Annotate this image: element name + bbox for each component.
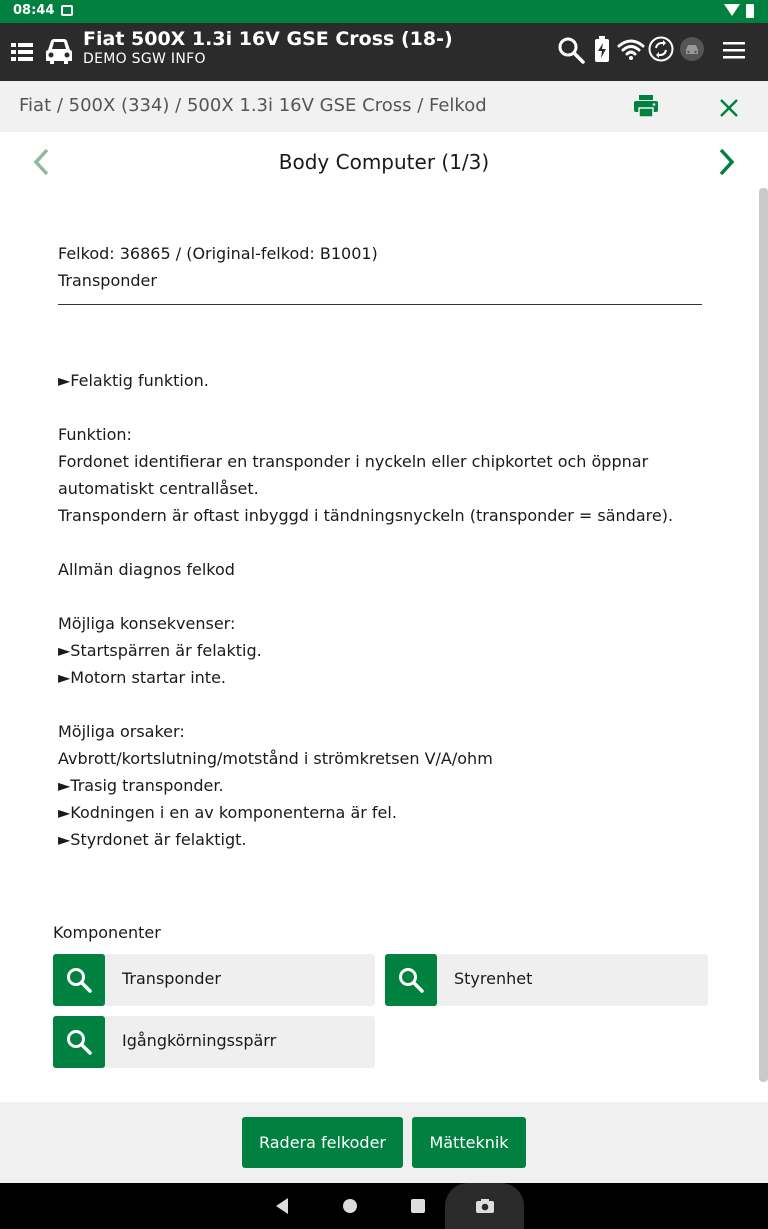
component-styrenhet[interactable] (385, 954, 708, 1006)
sync-icon[interactable] (648, 36, 674, 62)
fault-status: ►Felaktig funktion. (58, 371, 209, 390)
component-label: Transponder (122, 969, 221, 988)
component-label: Igångkörningsspärr (122, 1031, 277, 1050)
status-bar (0, 0, 768, 23)
close-icon[interactable] (718, 97, 740, 119)
components-label: Komponenter (53, 923, 161, 942)
page-title: Body Computer (1/3) (278, 150, 490, 174)
component-transponder[interactable] (53, 954, 375, 1006)
fault-description (58, 367, 708, 853)
cause-item: Avbrott/kortslutning/motstånd i strömkretsen V/A/ohm (58, 749, 493, 768)
component-search-button[interactable] (53, 1016, 105, 1068)
cause-item: ►Kodningen i en av komponenterna är fel. (58, 803, 397, 822)
vehicle-title: Fiat 500X 1.3i 16V GSE Cross (18-) (83, 28, 453, 50)
system-nav-bar (0, 1183, 768, 1229)
component-search-button[interactable] (385, 954, 437, 1006)
menu-icon[interactable] (722, 40, 746, 60)
app-bar (0, 23, 768, 81)
home-icon[interactable] (343, 1199, 357, 1213)
chevron-right-icon[interactable] (714, 147, 738, 177)
vehicle-subtitle: DEMO SGW INFO (83, 51, 206, 67)
battery-icon (746, 4, 754, 18)
divider (58, 304, 702, 305)
consequence-item: ►Startspärren är felaktig. (58, 641, 262, 660)
camera-icon (476, 1199, 494, 1213)
search-icon (398, 967, 424, 993)
search-icon[interactable] (557, 36, 585, 64)
list-icon[interactable] (11, 42, 33, 62)
search-icon (66, 967, 92, 993)
recents-icon[interactable] (411, 1199, 425, 1213)
scrollbar[interactable] (759, 188, 768, 1082)
cause-item: ►Trasig transponder. (58, 776, 224, 795)
status-time: 08:44 (13, 3, 55, 18)
consequences-heading: Möjliga konsekvenser: (58, 614, 236, 633)
measurement-button[interactable]: Mätteknik (412, 1117, 526, 1168)
fault-content (58, 240, 708, 853)
breadcrumb[interactable]: Fiat / 500X (334) / 500X 1.3i 16V GSE Cross / Felkod (19, 95, 487, 116)
vehicle-status-icon[interactable] (679, 36, 705, 62)
back-icon[interactable] (276, 1198, 288, 1214)
print-icon[interactable] (633, 94, 659, 118)
component-label: Styrenhet (454, 969, 533, 988)
consequence-item: ►Motorn startar inte. (58, 668, 227, 687)
component-search-button[interactable] (53, 954, 105, 1006)
function-heading: Funktion: (58, 425, 132, 444)
search-icon (66, 1029, 92, 1055)
cause-item: ►Styrdonet är felaktigt. (58, 830, 247, 849)
function-text: Fordonet identifierar en transponder i nyckeln eller chipkortet och öppnar automatiskt centrallåset. Transpondern är oftast inbyggd i tändningsnyckeln (transponder = sändare). (58, 452, 674, 525)
component-igangkorningssparr[interactable] (53, 1016, 375, 1068)
breadcrumb-bar (0, 81, 768, 132)
erase-codes-button[interactable]: Radera felkoder (242, 1117, 403, 1168)
battery-charge-icon[interactable] (594, 35, 610, 63)
wifi-icon[interactable] (617, 37, 645, 61)
action-bar (0, 1102, 768, 1183)
general-diagnosis: Allmän diagnos felkod (58, 560, 235, 579)
fault-code: Felkod: 36865 / (Original-felkod: B1001) (58, 244, 378, 263)
causes-heading: Möjliga orsaker: (58, 722, 185, 741)
car-icon[interactable] (43, 36, 75, 66)
image-icon (61, 5, 73, 16)
fault-name: Transponder (58, 271, 157, 290)
wifi-icon (724, 4, 740, 16)
